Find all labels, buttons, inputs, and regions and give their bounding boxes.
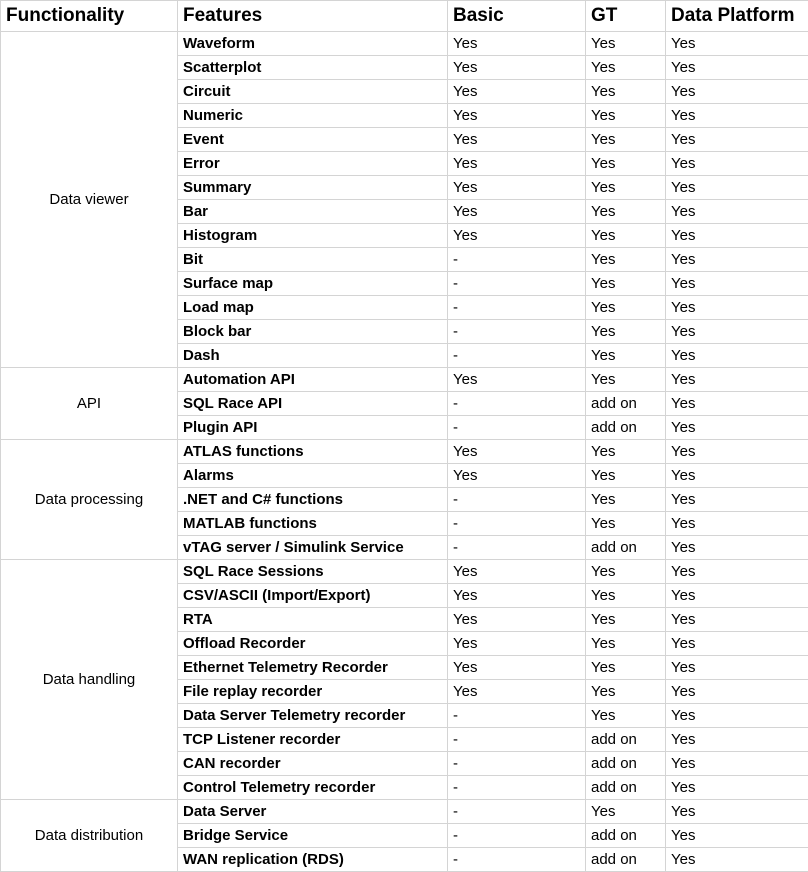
feature-cell: RTA: [178, 608, 448, 632]
gt-cell: Yes: [586, 152, 666, 176]
data-platform-cell: Yes: [666, 536, 808, 560]
basic-cell: -: [448, 728, 586, 752]
gt-cell: Yes: [586, 800, 666, 824]
basic-cell: Yes: [448, 656, 586, 680]
data-platform-cell: Yes: [666, 368, 808, 392]
functionality-group-cell: Data distribution: [1, 800, 178, 872]
feature-cell: WAN replication (RDS): [178, 848, 448, 872]
gt-cell: Yes: [586, 632, 666, 656]
feature-cell: Offload Recorder: [178, 632, 448, 656]
basic-cell: Yes: [448, 368, 586, 392]
basic-cell: Yes: [448, 80, 586, 104]
gt-cell: Yes: [586, 56, 666, 80]
header-functionality: Functionality: [1, 1, 178, 32]
header-row: [1, 1, 808, 32]
feature-cell: Bridge Service: [178, 824, 448, 848]
feature-cell: TCP Listener recorder: [178, 728, 448, 752]
table-body: [1, 32, 808, 872]
basic-cell: Yes: [448, 152, 586, 176]
data-platform-cell: Yes: [666, 416, 808, 440]
gt-cell: Yes: [586, 368, 666, 392]
basic-cell: -: [448, 752, 586, 776]
basic-cell: -: [448, 248, 586, 272]
gt-cell: Yes: [586, 320, 666, 344]
gt-cell: Yes: [586, 608, 666, 632]
gt-cell: add on: [586, 416, 666, 440]
data-platform-cell: Yes: [666, 344, 808, 368]
data-platform-cell: Yes: [666, 584, 808, 608]
feature-cell: Data Server: [178, 800, 448, 824]
data-platform-cell: Yes: [666, 272, 808, 296]
gt-cell: add on: [586, 392, 666, 416]
gt-cell: Yes: [586, 128, 666, 152]
data-platform-cell: Yes: [666, 704, 808, 728]
functionality-group-cell: Data handling: [1, 560, 178, 800]
data-platform-cell: Yes: [666, 680, 808, 704]
data-platform-cell: Yes: [666, 488, 808, 512]
header-basic: Basic: [448, 1, 586, 32]
data-platform-cell: Yes: [666, 200, 808, 224]
basic-cell: Yes: [448, 680, 586, 704]
basic-cell: Yes: [448, 32, 586, 56]
gt-cell: add on: [586, 848, 666, 872]
basic-cell: Yes: [448, 128, 586, 152]
data-platform-cell: Yes: [666, 632, 808, 656]
data-platform-cell: Yes: [666, 440, 808, 464]
data-platform-cell: Yes: [666, 608, 808, 632]
header-features: Features: [178, 1, 448, 32]
data-platform-cell: Yes: [666, 224, 808, 248]
basic-cell: -: [448, 824, 586, 848]
basic-cell: Yes: [448, 200, 586, 224]
table-row: [1, 32, 808, 56]
feature-cell: Summary: [178, 176, 448, 200]
table-row: [1, 800, 808, 824]
basic-cell: -: [448, 416, 586, 440]
gt-cell: Yes: [586, 272, 666, 296]
data-platform-cell: Yes: [666, 464, 808, 488]
basic-cell: Yes: [448, 464, 586, 488]
header-gt: GT: [586, 1, 666, 32]
basic-cell: Yes: [448, 440, 586, 464]
feature-cell: SQL Race Sessions: [178, 560, 448, 584]
basic-cell: Yes: [448, 104, 586, 128]
functionality-group-cell: Data processing: [1, 440, 178, 560]
data-platform-cell: Yes: [666, 32, 808, 56]
data-platform-cell: Yes: [666, 800, 808, 824]
data-platform-cell: Yes: [666, 824, 808, 848]
feature-cell: Plugin API: [178, 416, 448, 440]
gt-cell: Yes: [586, 488, 666, 512]
gt-cell: Yes: [586, 680, 666, 704]
feature-cell: ATLAS functions: [178, 440, 448, 464]
basic-cell: Yes: [448, 56, 586, 80]
gt-cell: Yes: [586, 200, 666, 224]
feature-cell: Automation API: [178, 368, 448, 392]
header-data-platform: Data Platform: [666, 1, 808, 32]
feature-cell: MATLAB functions: [178, 512, 448, 536]
gt-cell: Yes: [586, 704, 666, 728]
feature-cell: vTAG server / Simulink Service: [178, 536, 448, 560]
basic-cell: Yes: [448, 608, 586, 632]
gt-cell: Yes: [586, 584, 666, 608]
data-platform-cell: Yes: [666, 728, 808, 752]
feature-cell: Dash: [178, 344, 448, 368]
data-platform-cell: Yes: [666, 152, 808, 176]
feature-cell: File replay recorder: [178, 680, 448, 704]
data-platform-cell: Yes: [666, 296, 808, 320]
gt-cell: Yes: [586, 464, 666, 488]
data-platform-cell: Yes: [666, 776, 808, 800]
gt-cell: Yes: [586, 440, 666, 464]
feature-cell: Event: [178, 128, 448, 152]
feature-cell: Control Telemetry recorder: [178, 776, 448, 800]
data-platform-cell: Yes: [666, 176, 808, 200]
feature-cell: Numeric: [178, 104, 448, 128]
feature-cell: Scatterplot: [178, 56, 448, 80]
gt-cell: Yes: [586, 344, 666, 368]
functionality-group-cell: API: [1, 368, 178, 440]
feature-cell: CAN recorder: [178, 752, 448, 776]
basic-cell: -: [448, 392, 586, 416]
basic-cell: Yes: [448, 560, 586, 584]
feature-cell: CSV/ASCII (Import/Export): [178, 584, 448, 608]
basic-cell: -: [448, 344, 586, 368]
gt-cell: add on: [586, 728, 666, 752]
gt-cell: Yes: [586, 32, 666, 56]
basic-cell: -: [448, 704, 586, 728]
data-platform-cell: Yes: [666, 512, 808, 536]
data-platform-cell: Yes: [666, 320, 808, 344]
feature-cell: Bit: [178, 248, 448, 272]
basic-cell: -: [448, 272, 586, 296]
gt-cell: Yes: [586, 512, 666, 536]
basic-cell: -: [448, 320, 586, 344]
gt-cell: Yes: [586, 560, 666, 584]
gt-cell: Yes: [586, 176, 666, 200]
data-platform-cell: Yes: [666, 848, 808, 872]
feature-cell: Bar: [178, 200, 448, 224]
feature-cell: Load map: [178, 296, 448, 320]
basic-cell: Yes: [448, 584, 586, 608]
gt-cell: Yes: [586, 80, 666, 104]
basic-cell: Yes: [448, 224, 586, 248]
basic-cell: -: [448, 800, 586, 824]
basic-cell: -: [448, 776, 586, 800]
feature-cell: Histogram: [178, 224, 448, 248]
data-platform-cell: Yes: [666, 560, 808, 584]
gt-cell: Yes: [586, 296, 666, 320]
feature-cell: Data Server Telemetry recorder: [178, 704, 448, 728]
gt-cell: Yes: [586, 104, 666, 128]
feature-cell: Circuit: [178, 80, 448, 104]
feature-cell: Ethernet Telemetry Recorder: [178, 656, 448, 680]
table-row: [1, 440, 808, 464]
data-platform-cell: Yes: [666, 128, 808, 152]
feature-cell: Alarms: [178, 464, 448, 488]
gt-cell: Yes: [586, 224, 666, 248]
gt-cell: add on: [586, 536, 666, 560]
data-platform-cell: Yes: [666, 656, 808, 680]
table-row: [1, 560, 808, 584]
basic-cell: -: [448, 488, 586, 512]
basic-cell: Yes: [448, 176, 586, 200]
basic-cell: -: [448, 512, 586, 536]
data-platform-cell: Yes: [666, 56, 808, 80]
gt-cell: add on: [586, 824, 666, 848]
feature-cell: Surface map: [178, 272, 448, 296]
data-platform-cell: Yes: [666, 752, 808, 776]
feature-cell: .NET and C# functions: [178, 488, 448, 512]
data-platform-cell: Yes: [666, 80, 808, 104]
data-platform-cell: Yes: [666, 104, 808, 128]
data-platform-cell: Yes: [666, 248, 808, 272]
feature-cell: Block bar: [178, 320, 448, 344]
feature-cell: Error: [178, 152, 448, 176]
basic-cell: Yes: [448, 632, 586, 656]
gt-cell: add on: [586, 776, 666, 800]
data-platform-cell: Yes: [666, 392, 808, 416]
feature-cell: Waveform: [178, 32, 448, 56]
basic-cell: -: [448, 536, 586, 560]
feature-cell: SQL Race API: [178, 392, 448, 416]
gt-cell: Yes: [586, 248, 666, 272]
basic-cell: -: [448, 848, 586, 872]
functionality-group-cell: Data viewer: [1, 32, 178, 368]
gt-cell: Yes: [586, 656, 666, 680]
basic-cell: -: [448, 296, 586, 320]
table-row: [1, 368, 808, 392]
gt-cell: add on: [586, 752, 666, 776]
